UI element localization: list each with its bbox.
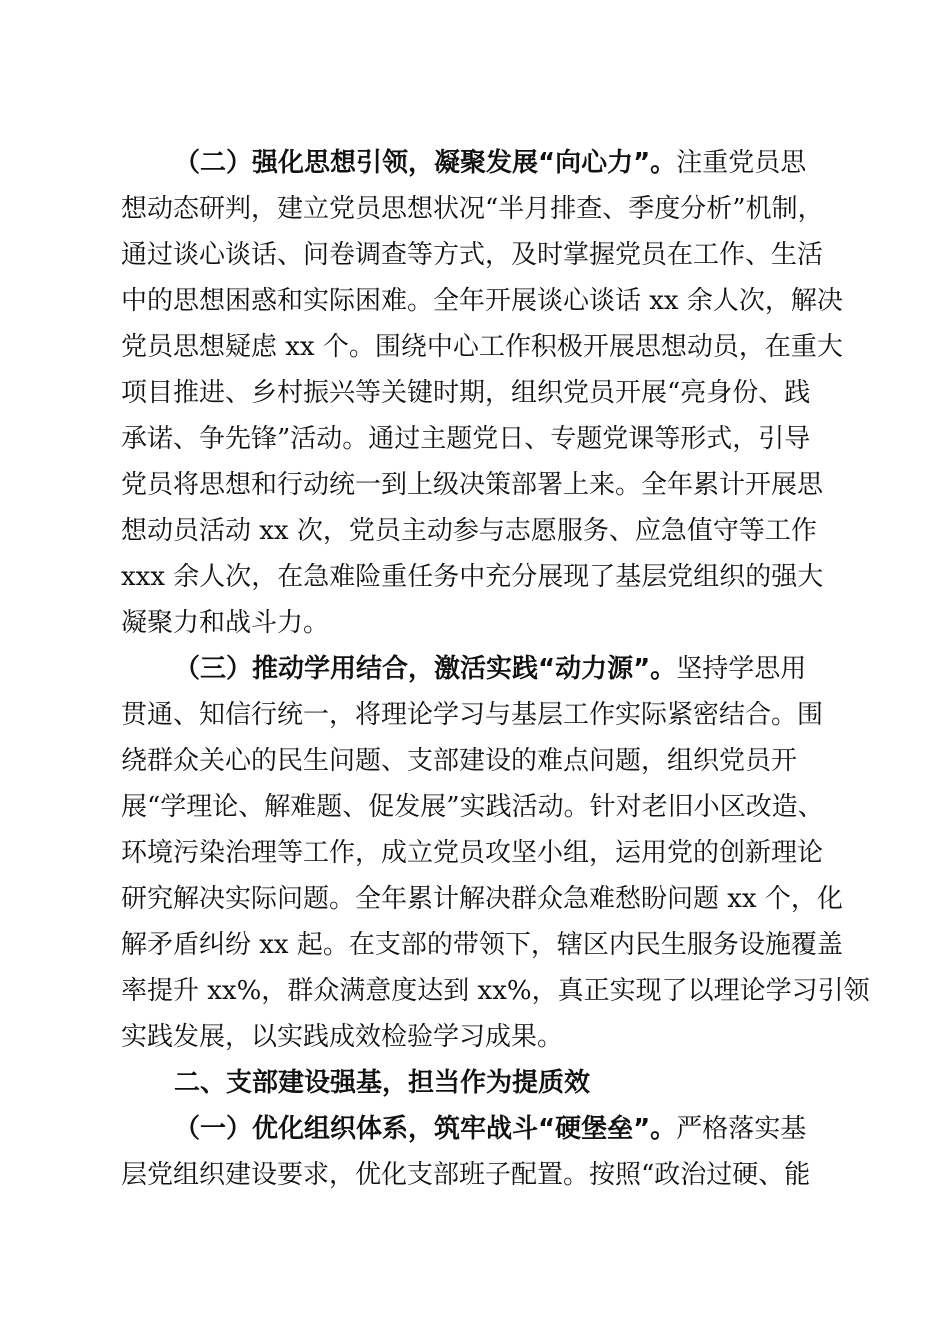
paragraph-line: 环境污染治理等工作，成立党员攻坚小组，运用党的创新理论 xyxy=(121,838,824,868)
paragraph-line: 项目推进、乡村振兴等关键时期，组织党员开展“亮身份、践 xyxy=(121,378,811,408)
paragraph-first-line xyxy=(174,143,806,183)
paragraph-line: 党员将思想和行动统一到上级决策部署上来。全年累计开展思 xyxy=(121,470,824,500)
paragraph-line: 率提升 xx%，群众满意度达到 xx%，真正实现了以理论学习引领 xyxy=(121,976,870,1006)
paragraph-line: 解矛盾纠纷 xx 起。在支部的带领下，辖区内民生服务设施覆盖 xyxy=(121,930,843,960)
paragraph-text: 注重党员思 xyxy=(676,148,807,178)
paragraph-line: 绕群众关心的民生问题、支部建设的难点问题，组织党员开 xyxy=(121,746,798,776)
paragraph-text: 严格落实基 xyxy=(676,1114,807,1144)
paragraph-line: xxx 余人次，在急难险重任务中充分展现了基层党组织的强大 xyxy=(121,562,824,592)
section-title: 二、支部建设强基，担当作为提质效 xyxy=(174,1068,591,1098)
paragraph-line: 中的思想困惑和实际困难。全年开展谈心谈话 xx 余人次，解决 xyxy=(121,286,843,316)
paragraph-line: 通过谈心谈话、问卷调查等方式，及时掌握党员在工作、生活 xyxy=(121,240,824,270)
paragraph-first-line xyxy=(174,1109,806,1149)
paragraph-text: 坚持学思用 xyxy=(676,654,807,684)
paragraph-line: 党员思想疑虑 xx 个。围绕中心工作积极开展思想动员，在重大 xyxy=(121,332,843,362)
paragraph-line: 承诺、争先锋”活动。通过主题党日、专题党课等形式，引导 xyxy=(121,424,811,454)
paragraph-heading: （二）强化思想引领，凝聚发展“向心力”。 xyxy=(174,148,677,178)
paragraph-first-line xyxy=(174,649,806,689)
paragraph-line: 研究解决实际问题。全年累计解决群众急难愁盼问题 xx 个，化 xyxy=(121,884,843,914)
paragraph-line: 凝聚力和战斗力。 xyxy=(121,608,330,638)
paragraph-line: 层党组织建设要求，优化支部班子配置。按照“政治过硬、能 xyxy=(121,1160,811,1190)
paragraph-line: 实践发展，以实践成效检验学习成果。 xyxy=(121,1022,564,1052)
paragraph-heading: （一）优化组织体系，筑牢战斗“硬堡垒”。 xyxy=(174,1114,677,1144)
paragraph-line: 展“学理论、解难题、促发展”实践活动。针对老旧小区改造、 xyxy=(121,792,824,822)
paragraph-line: 贯通、知信行统一，将理论学习与基层工作实际紧密结合。围 xyxy=(121,700,824,730)
paragraph-line: 想动态研判，建立党员思想状况“半月排查、季度分析”机制， xyxy=(121,194,824,224)
paragraph-line: 想动员活动 xx 次，党员主动参与志愿服务、应急值守等工作 xyxy=(121,516,817,546)
paragraph-heading: （三）推动学用结合，激活实践“动力源”。 xyxy=(174,654,677,684)
